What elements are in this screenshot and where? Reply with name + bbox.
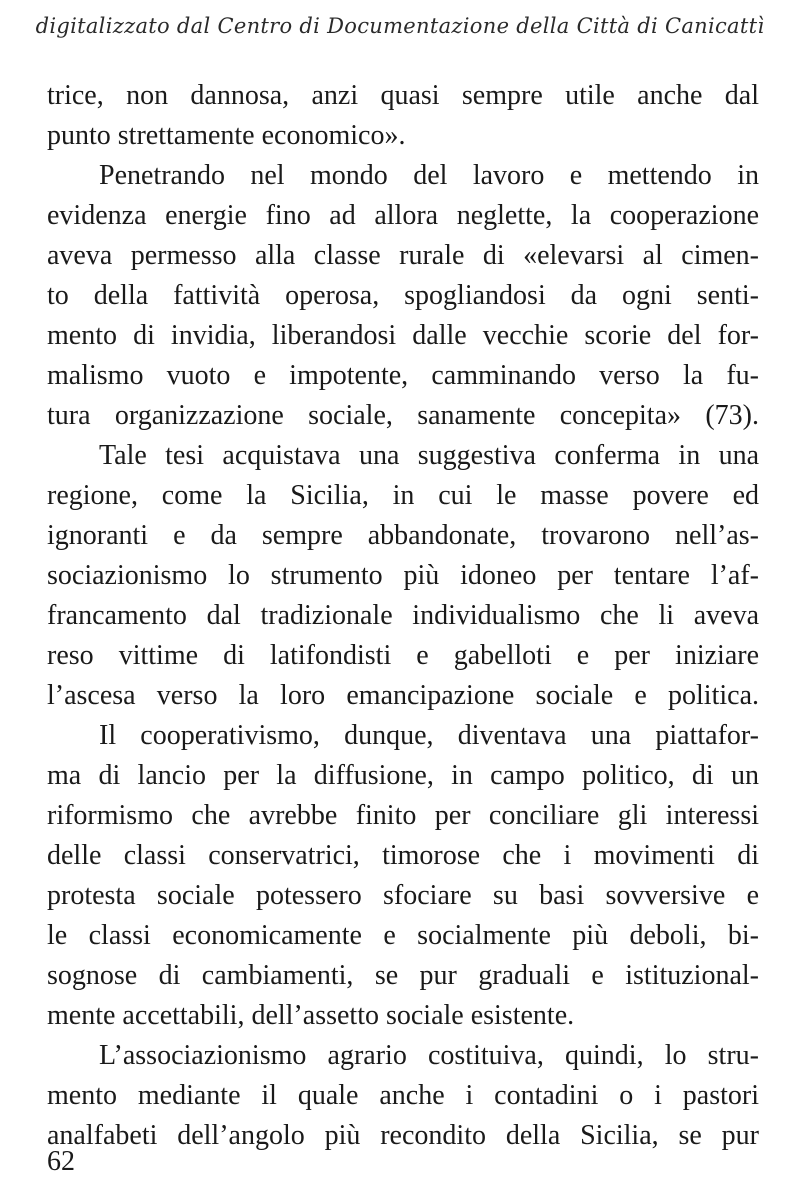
text-line: ignoranti e da sempre abbandonate, trovarono nell’as- — [47, 520, 759, 551]
paragraph-4 — [47, 716, 759, 1036]
text-line: delle classi conservatrici, timorose che i movimenti di — [47, 840, 759, 871]
text-line: sociazionismo lo strumento più idoneo per tentare l’af- — [47, 560, 759, 591]
paragraph-2 — [47, 156, 759, 436]
text-line: mento mediante il quale anche i contadini o i pastori — [47, 1080, 759, 1111]
text-line: l’ascesa verso la loro emancipazione sociale e politica. — [47, 680, 759, 711]
text-line: sognose di cambiamenti, se pur graduali e istituzional- — [47, 960, 759, 991]
text-line: reso vittime di latifondisti e gabelloti e per iniziare — [47, 640, 759, 671]
text-line: ma di lancio per la diffusione, in campo politico, di un — [47, 760, 759, 791]
watermark-header: digitalizzato dal Centro di Documentazione della Città di Canicattì — [35, 14, 765, 38]
text-line: L’associazionismo agrario costituiva, quindi, lo stru- — [99, 1040, 759, 1071]
text-line: francamento dal tradizionale individualismo che li aveva — [47, 600, 759, 631]
text-line: aveva permesso alla classe rurale di «elevarsi al cimen- — [47, 240, 759, 271]
text-line: Il cooperativismo, dunque, diventava una piattafor- — [99, 720, 759, 751]
text-line: mento di invidia, liberandosi dalle vecchie scorie del for- — [47, 320, 759, 351]
text-line: punto strettamente economico». — [47, 120, 406, 151]
paragraph-1 — [47, 76, 759, 156]
paragraph-5 — [47, 1036, 759, 1156]
paragraph-3 — [47, 436, 759, 716]
text-line: riformismo che avrebbe finito per conciliare gli interessi — [47, 800, 759, 831]
text-line: Penetrando nel mondo del lavoro e mettendo in — [99, 160, 759, 191]
text-line: malismo vuoto e impotente, camminando verso la fu- — [47, 360, 759, 391]
page-number: 62 — [47, 1146, 75, 1177]
text-line: le classi economicamente e socialmente più deboli, bi- — [47, 920, 759, 951]
text-line: tura organizzazione sociale, sanamente concepita» (73). — [47, 400, 759, 431]
text-line: protesta sociale potessero sfociare su basi sovversive e — [47, 880, 759, 911]
page-body — [47, 76, 759, 1156]
text-line: Tale tesi acquistava una suggestiva conferma in una — [99, 440, 759, 471]
text-line: analfabeti dell’angolo più recondito della Sicilia, se pur — [47, 1120, 759, 1151]
text-line: mente accettabili, dell’assetto sociale esistente. — [47, 1000, 575, 1031]
text-line: to della fattività operosa, spogliandosi da ogni senti- — [47, 280, 759, 311]
text-line: trice, non dannosa, anzi quasi sempre utile anche dal — [47, 80, 759, 111]
text-line: evidenza energie fino ad allora neglette, la cooperazione — [47, 200, 759, 231]
text-line: regione, come la Sicilia, in cui le masse povere ed — [47, 480, 759, 511]
